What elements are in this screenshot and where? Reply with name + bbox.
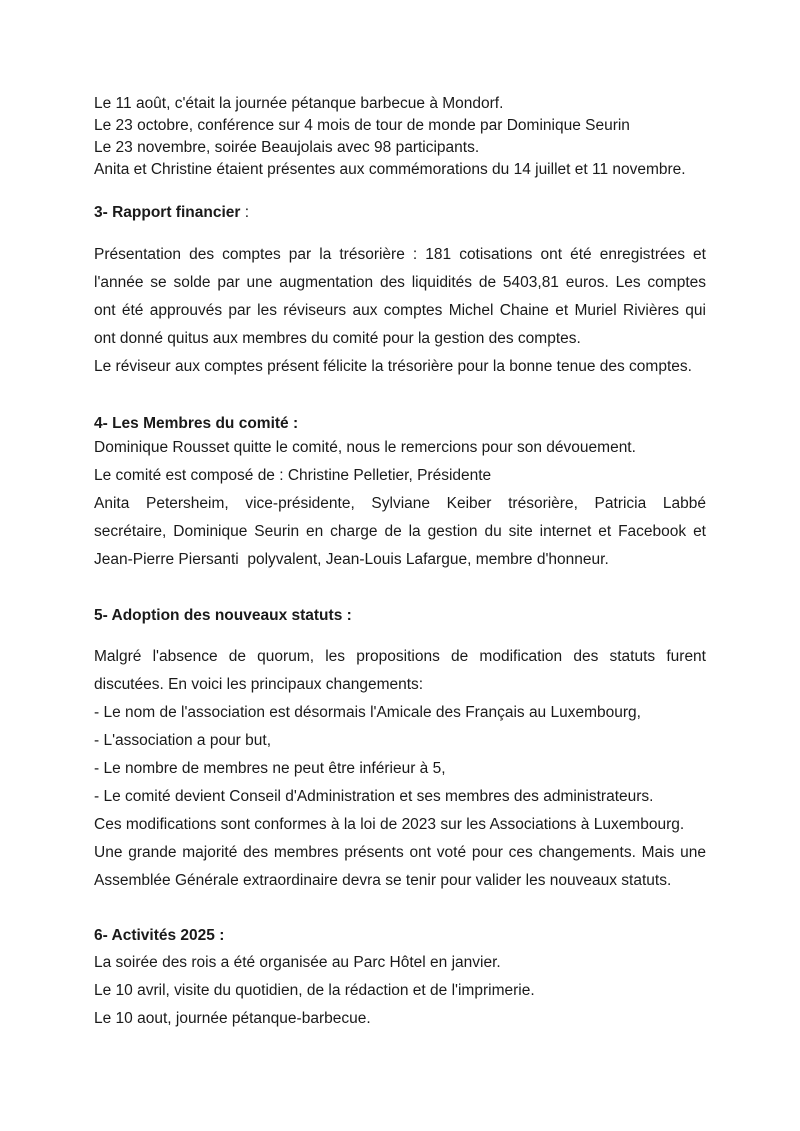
heading-text: 3- Rapport financier bbox=[94, 204, 241, 221]
section-heading-membres-comite: 4- Les Membres du comité : bbox=[94, 415, 299, 432]
paragraph-line: Assemblée Générale extraordinaire devra se tenir pour valider les nouveaux statuts. bbox=[94, 872, 672, 889]
paragraph-line: Une grande majorité des membres présents ont voté pour ces changements. Mais une bbox=[94, 844, 706, 861]
paragraph-line: Le réviseur aux comptes présent félicite la trésorière pour la bonne tenue des comptes. bbox=[94, 358, 692, 375]
paragraph-line: Le comité est composé de : Christine Pelletier, Présidente bbox=[94, 467, 492, 484]
paragraph-line: Le 10 avril, visite du quotidien, de la rédaction et de l'imprimerie. bbox=[94, 982, 535, 999]
heading-suffix: : bbox=[240, 204, 250, 221]
paragraph-line: Malgré l'absence de quorum, les propositions de modification des statuts furent bbox=[94, 648, 706, 665]
paragraph-line: discutées. En voici les principaux changements: bbox=[94, 676, 424, 693]
paragraph-line: l'année se solde par une augmentation des liquidités de 5403,81 euros. Les comptes bbox=[94, 274, 706, 291]
paragraph-line: Jean-Pierre Piersanti polyvalent, Jean-Louis Lafargue, membre d'honneur. bbox=[94, 551, 609, 568]
list-item: - Le nombre de membres ne peut être inférieur à 5, bbox=[94, 760, 446, 777]
list-item: - L'association a pour but, bbox=[94, 732, 272, 749]
paragraph-line: ont été approuvés par les réviseurs aux comptes Michel Chaine et Muriel Rivières qui bbox=[94, 302, 706, 319]
paragraph-line: La soirée des rois a été organisée au Parc Hôtel en janvier. bbox=[94, 954, 501, 971]
paragraph-line: Ces modifications sont conformes à la loi de 2023 sur les Associations à Luxembourg. bbox=[94, 816, 685, 833]
paragraph-line: Dominique Rousset quitte le comité, nous le remercions pour son dévouement. bbox=[94, 439, 636, 456]
paragraph-line: Anita Petersheim, vice-présidente, Sylviane Keiber trésorière, Patricia Labbé bbox=[94, 495, 706, 512]
intro-line: Le 11 août, c'était la journée pétanque barbecue à Mondorf. bbox=[94, 95, 504, 112]
paragraph-line: Le 10 aout, journée pétanque-barbecue. bbox=[94, 1010, 371, 1027]
intro-line: Le 23 novembre, soirée Beaujolais avec 98 participants. bbox=[94, 139, 480, 156]
paragraph-line: ont donné quitus aux membres du comité pour la gestion des comptes. bbox=[94, 330, 581, 347]
section-heading-nouveaux-statuts: 5- Adoption des nouveaux statuts : bbox=[94, 607, 352, 624]
section-heading-activites-2025: 6- Activités 2025 : bbox=[94, 927, 225, 944]
paragraph-line: secrétaire, Dominique Seurin en charge de la gestion du site internet et Facebook et bbox=[94, 523, 706, 540]
intro-line: Le 23 octobre, conférence sur 4 mois de tour de monde par Dominique Seurin bbox=[94, 117, 630, 134]
list-item: - Le nom de l'association est désormais l'Amicale des Français au Luxembourg, bbox=[94, 704, 641, 721]
paragraph-line: Présentation des comptes par la trésorière : 181 cotisations ont été enregistrées et bbox=[94, 246, 706, 263]
section-heading-rapport-financier bbox=[94, 203, 249, 223]
intro-line: Anita et Christine étaient présentes aux commémorations du 14 juillet et 11 novembre. bbox=[94, 161, 686, 178]
list-item: - Le comité devient Conseil d'Administration et ses membres des administrateurs. bbox=[94, 788, 654, 805]
